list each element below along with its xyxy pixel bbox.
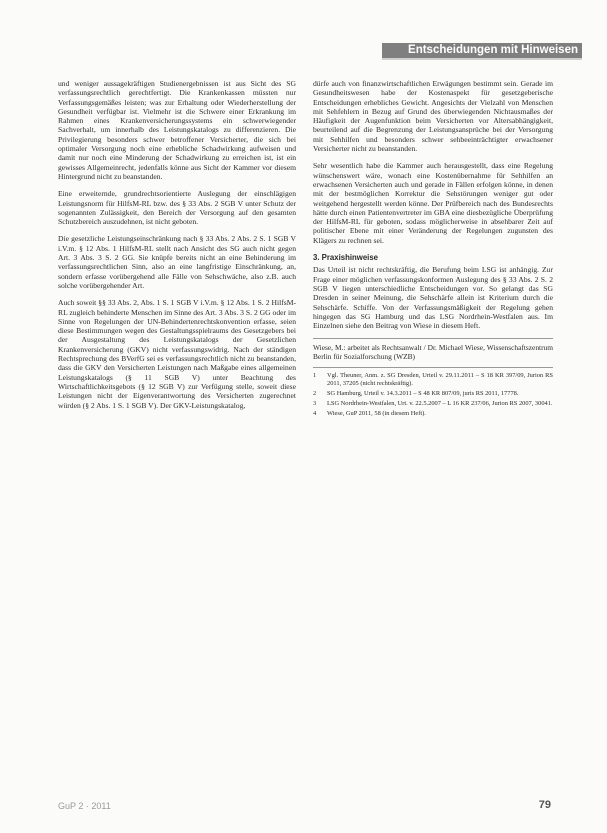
- section-heading: 3. Praxishinweise: [313, 253, 379, 263]
- footnote-text: Wiese, GuP 2011, 58 (in diesem Heft).: [327, 410, 426, 418]
- paragraph: dürfe auch von finanzwirtschaftlichen Erwägungen bestimmt sein. Gerade im Gesundheitswesen habe der Kostenaspekt für gesetzgeberische Entscheidungen erhebliches Gewicht. Angesichts der Vielzahl von Menschen mit Sehfehlern in Bezug auf Grund des überwiegenden Nichtausmaßes der Häufigkeit der Augenfunktion beim Versicherten vor Altersabhängigkeit, beurteilend auf die Begrenzung der Leistungsansprüche bei der Versorgung mit Sehhilfen und besonders schwer sehbeeinträchtigter erwachsener Versicherter nicht zu beanstanden.: [313, 79, 553, 154]
- right-column: [313, 79, 553, 420]
- footnote: [313, 410, 553, 418]
- footnotes: [313, 367, 553, 418]
- paragraph: Eine erweiternde, grundrechtsorientierte Auslegung der einschlägigen Leistungsnorm für HilfsM-RL bzw. des § 33 Abs. 2 SGB V unter Schutz der sogenannten Zulässigkeit, den Bereich der Versorgung auf den gesamten Schutzbereich auszudehnen, ist nicht geboten.: [58, 189, 296, 227]
- footnote: [313, 372, 553, 388]
- footnote: [313, 390, 553, 398]
- footnote: [313, 400, 553, 408]
- left-column: [58, 79, 296, 418]
- paragraph: Auch soweit §§ 33 Abs. 2, Abs. 1 S. 1 SGB V i.V.m. § 12 Abs. 1 S. 2 HilfsM-RL zugleich behinderte Menschen im Sinne des Art. 3 Abs. 3 S. 2 GG oder im Sinne von Regelungen der UN-Behindertenrechtskonvention erfasse, seien diese Bestimmungen wegen des Gestaltungsspielraums des Gesetzgebers bei der Ausgestaltung des Leistungskatalogs der Gesetzlichen Krankenversicherung (GKV) nicht verfassungswidrig. Nach der ständigen Rechtsprechung des BVerfG sei es verfassungsrechtlich nicht zu beanstanden, dass die GKV den Versicherten Leistungen nach Maßgabe eines allgemeinen Leistungskatalogs (§ 11 SGB V) unter Beachtung des Wirtschaftlichkeitsgebots (§ 12 SGB V) zur Verfügung stelle, soweit diese Leistungen nicht der Eigenverantwortung des Versicherten zugerechnet würden (§ 2 Abs. 1 S. 1 SGB V). Der GKV-Leistungskatalog,: [58, 298, 296, 410]
- footnote-text: LSG Nordrhein-Westfalen, Urt. v. 22.5.2007 – L 16 KR 237/06, Jurion RS 2007, 30041.: [327, 400, 553, 408]
- paragraph: und weniger aussagekräftigen Studienergebnissen ist aus Sicht des SG verfassungsrechtlich gerechtfertigt. Die Krankenkassen müssten nur Verfassungsgemäßes leisten; was zur Erhaltung oder Wiederherstellung der Gesundheit verfügbar ist. Vielmehr ist die Schwere einer Erkrankung im Rahmen eines Krankenversicherungssystems ein schwerwiegender Sachverhalt, um innerhalb des Leistungskatalogs zu differenzieren. Die Privilegierung besonders schwer betroffener Versicherter, die sich bei optimaler Versorgung noch eine erhebliche Schadwirkung aufweisen und damit nur noch eine Minderung der Schadwirkung zu erreichen ist, ist ein gewisses Allgemeinrecht, jedenfalls könne aus Sicht der Kammer vor diesem Hintergrund nicht zu beanstanden.: [58, 79, 296, 181]
- paragraph: Die gesetzliche Leistungseinschränkung nach § 33 Abs. 2 Abs. 2 S. 1 SGB V i.V.m. § 12 Abs. 1 HilfsM-RL stellt nach Ansicht des SG auch nicht gegen Art. 3 Abs. 3 S. 2 GG. Sie knüpfe bereits nicht an eine Behinderung im verfassungsrechtlichen Sinn, also an eine langfristige Einschränkung, an, sondern erfasse vorübergehend alle Fälle von Sehschwäche, also z.B. auch solche vorübergehender Art.: [58, 234, 296, 290]
- section-header: Entscheidungen mit Hinweisen: [382, 43, 582, 58]
- footnote-text: SG Hamburg, Urteil v. 14.3.2011 – S 48 KR 807/09, juris RS 2011, 17778.: [327, 390, 519, 398]
- footnote-text: Vgl. Theuner, Anm. z. SG Dresden, Urteil v. 29.11.2011 – S 18 KR 397/09, Jurion RS 2011, 37205 (nicht rechtskräftig).: [327, 372, 553, 388]
- journal-footer: GuP 2 · 2011: [58, 801, 111, 811]
- footnote-number: 3: [313, 400, 317, 408]
- paragraph: Das Urteil ist nicht rechtskräftig, die Berufung beim LSG ist anhängig. Zur Frage einer möglichen verfassungskonformen Auslegung des § 33 Abs. 2 S. 2 SGB V liegen unterschiedliche Entscheidungen vor. So gelangt das SG Dresden in seiner Meinung, die Sehschärfe allein ist Kriterium durch die Sehschärfe. Schiffe. Von der Verfassungsmäßigkeit der Regelung gehen hingegen das SG Hamburg und das LSG Nordrhein-Westfalen aus. Im Einzelnen siehe den Beitrag von Wiese in diesem Heft.: [313, 265, 553, 331]
- paragraph: Sehr wesentlich habe die Kammer auch herausgestellt, dass eine Regelung wünschenswert wäre, wonach eine Kostenübernahme für Sehhilfen an erwachsenen Versicherten auch und gerade in Fällen erfolgen könne, in denen mit der bestmöglichen Korrektur die Sehstörungen weniger gut oder weitgehend hergestellt werden könne. Der Prüfbereich nach des Bundesrechts hätte durch einen Patientenvertreter im GBA eine diesbezügliche Überprüfung der HilfsM-RL für geboten, sodass möglicherweise in absehbarer Zeit auf politischer Ebene mit einer Veränderung der Regelungen zugunsten des Klägers zu rechnen sei.: [313, 161, 553, 245]
- header-rule: [382, 58, 582, 60]
- footnote-number: 4: [313, 410, 317, 418]
- footnote-number: 2: [313, 390, 317, 398]
- page-number: 79: [538, 799, 551, 811]
- footnote-number: 1: [313, 372, 317, 380]
- author-note: Wiese, M.: arbeitet als Rechtsanwalt / Dr. Michael Wiese, Wissenschaftszentrum Berlin für Sozialforschung (WZB): [313, 338, 553, 361]
